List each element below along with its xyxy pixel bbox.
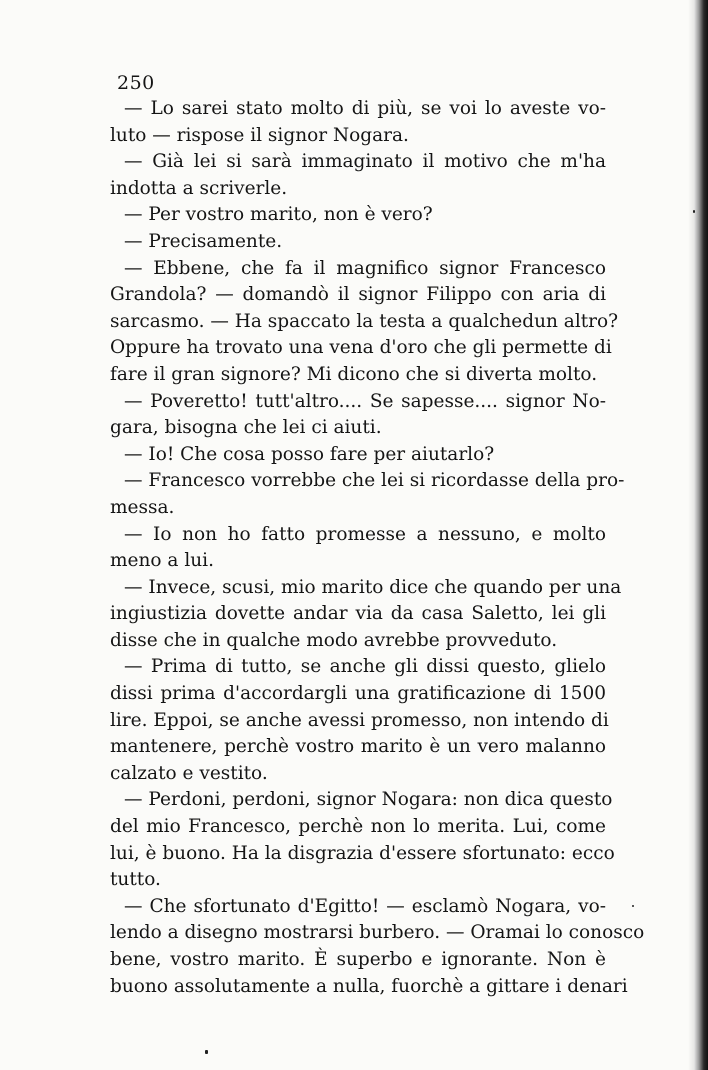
text-line: — Precisamente. — [124, 230, 283, 252]
text-line: bene, vostro marito. È superbo e ignorante. Non è — [110, 949, 606, 970]
text-line: dissi prima d'accordargli una gratificazione di 1500 — [110, 683, 606, 705]
ink-speck — [205, 1050, 208, 1054]
text-line: — Io! Che cosa posso fare per aiutarlo? — [124, 443, 495, 465]
text-line: — Per vostro marito, non è vero? — [124, 204, 433, 226]
text-line: — Lo sarei stato molto di più, se voi lo aveste vo- — [124, 98, 606, 119]
text-line: buono assolutamente a nulla, fuorchè a gittare i denari — [110, 975, 628, 997]
text-line: — Francesco vorrebbe che lei si ricordasse della pro- — [124, 470, 625, 492]
text-line: calzato e vestito. — [110, 762, 268, 784]
text-line: — Io non ho fatto promesse a nessuno, e molto — [124, 523, 606, 545]
text-line: lire. Eppoi, se anche avessi promesso, non intendo di — [110, 709, 609, 731]
text-line: sarcasmo. — Ha spaccato la testa a qualchedun altro? — [110, 310, 619, 332]
text-line: Grandola? — domandò il signor Filippo con aria di — [110, 284, 606, 306]
text-line: disse che in qualche modo avrebbe provveduto. — [110, 629, 558, 651]
text-line: gara, bisogna che lei ci aiuti. — [110, 417, 382, 439]
text-line: — Invece, scusi, mio marito dice che quando per una — [124, 576, 622, 598]
body-text — [110, 96, 645, 1000]
text-line: indotta a scriverle. — [110, 177, 288, 199]
text-line: lui, è buono. Ha la disgrazia d'essere sfortunato: ecco — [110, 842, 615, 864]
text-line: fare il gran signore? Mi dicono che si diverta molto. — [110, 363, 598, 385]
text-line: ingiustizia dovette andar via da casa Saletto, lei gli — [110, 603, 606, 625]
text-line: tutto. — [110, 869, 161, 891]
text-line: — Prima di tutto, se anche gli dissi questo, glielo — [124, 656, 606, 678]
text-line: — Poveretto! tutt'altro.... Se sapesse.... signor No- — [124, 390, 606, 412]
text-line: messa. — [110, 496, 175, 518]
text-line: del mio Francesco, perchè non lo merita. Lui, come — [110, 816, 606, 838]
text-line: — Che sfortunato d'Egitto! — esclamò Nogara, vo- — [124, 895, 606, 917]
text-line: — Perdoni, perdoni, signor Nogara: non dica questo — [124, 789, 613, 811]
ink-speck — [632, 905, 634, 907]
text-line: mantenere, perchè vostro marito è un vero malanno — [110, 736, 606, 758]
page-binding-edge — [694, 0, 708, 1070]
text-line: — Già lei si sarà immaginato il motivo che m'ha — [124, 151, 606, 173]
text-line: meno a lui. — [110, 550, 214, 572]
text-line: — Ebbene, che fa il magnifico signor Francesco — [124, 257, 606, 279]
text-line: lendo a disegno mostrarsi burbero. — Oramai lo conosco — [110, 922, 645, 944]
ink-speck — [693, 210, 695, 213]
text-line: luto — rispose il signor Nogara. — [110, 124, 409, 146]
page-number: 250 — [117, 72, 155, 94]
text-line: Oppure ha trovato una vena d'oro che gli permette di — [110, 337, 612, 359]
